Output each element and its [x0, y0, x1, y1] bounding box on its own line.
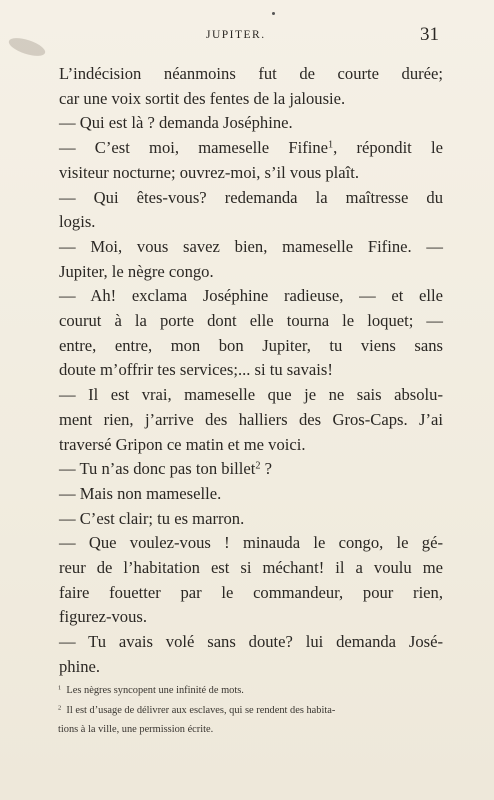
running-head: JUPITER. [206, 29, 266, 41]
page-number: 31 [420, 24, 439, 45]
text-line-content: — Tu avais volé sans doute? lui demanda José- [59, 632, 443, 652]
text-line-content: — Que voulez-vous ! minauda le congo, le gé- [59, 533, 443, 553]
text-line-content: faire fouetter par le commandeur, pour rien, [59, 582, 443, 602]
text-line [59, 136, 443, 161]
text-line-content: — Moi, vous savez bien, mameselle Fifine. — [59, 236, 443, 256]
text-line [59, 210, 443, 235]
footnote-reference: 1 [328, 139, 334, 151]
footnote-mark: 2 [58, 703, 62, 711]
page-smudge [7, 34, 47, 59]
footnotes [58, 681, 444, 740]
text-line [59, 556, 443, 581]
text-line [59, 482, 443, 507]
text-line [59, 358, 443, 383]
text-line-content: visiteur nocturne; ouvrez-moi, s’il vous plaît. [59, 162, 360, 182]
footnote-line [58, 681, 444, 701]
text-line [59, 408, 443, 433]
text-line [59, 334, 443, 359]
text-line-content: doute m’offrir tes services;... si tu savais! [59, 360, 333, 380]
text-line [59, 581, 443, 606]
footnote-line [58, 701, 444, 721]
footnote-mark: 1 [58, 684, 62, 692]
text-line-content: — C’est moi, mameselle Fifine [59, 138, 328, 158]
text-line [59, 87, 443, 112]
text-line-tail: , répondit le [333, 138, 443, 158]
text-line [59, 457, 443, 482]
text-line [59, 235, 443, 260]
text-line [59, 605, 443, 630]
text-line-tail: ? [260, 459, 273, 479]
text-line-content: — Ah! exclama Joséphine radieuse, — et elle [59, 286, 443, 306]
text-line [59, 309, 443, 334]
text-line [59, 284, 443, 309]
footnote-line [58, 720, 444, 740]
text-line-content: traversé Gripon ce matin et me voici. [59, 434, 306, 454]
body-text [59, 62, 443, 680]
text-line-content: Jupiter, le nègre congo. [59, 261, 214, 281]
text-line-content: — Qui êtes-vous? redemanda la maîtresse du [59, 187, 443, 207]
text-line [59, 62, 443, 87]
text-line [59, 531, 443, 556]
text-line [59, 161, 443, 186]
text-line [59, 655, 443, 680]
text-line-content: ment rien, j’arrive des halliers des Gros-Caps. J’ai [59, 409, 443, 429]
text-line-content: figurez-vous. [59, 607, 148, 627]
text-line [59, 507, 443, 532]
footnote-text: Les nègres syncopent une infinité de mots. [66, 685, 244, 696]
text-line [59, 630, 443, 655]
text-line-content: courut à la porte dont elle tourna le loquet; — [59, 311, 443, 331]
footnote-text: tions à la ville, une permission écrite. [58, 724, 214, 735]
text-line-content: — Mais non mameselle. [59, 483, 222, 503]
text-line-content: entre, entre, mon bon Jupiter, tu viens sans [59, 335, 443, 355]
footnote-reference: 2 [255, 460, 261, 472]
ink-dot [272, 12, 275, 15]
text-line [59, 186, 443, 211]
text-line-content: car une voix sortit des fentes de la jalousie. [59, 88, 346, 108]
text-line-content: reur de l’habitation est si méchant! il a voulu me [59, 558, 443, 578]
footnote-text: Il est d’usage de délivrer aux esclaves, qui se rendent des habita- [66, 704, 336, 716]
text-line-content: phine. [59, 656, 101, 676]
text-line-content: logis. [59, 212, 96, 232]
text-line-content: — Qui est là ? demanda Joséphine. [59, 113, 293, 133]
text-line-content: L’indécision néanmoins fut de courte durée; [59, 64, 443, 83]
text-line-content: — C’est clair; tu es marron. [59, 508, 245, 528]
text-line-content: — Tu n’as donc pas ton billet [59, 459, 256, 479]
text-line [59, 111, 443, 136]
text-line [59, 433, 443, 458]
text-line-content: — Il est vrai, mameselle que je ne sais absolu- [59, 385, 443, 405]
text-line [59, 260, 443, 285]
text-line [59, 383, 443, 408]
